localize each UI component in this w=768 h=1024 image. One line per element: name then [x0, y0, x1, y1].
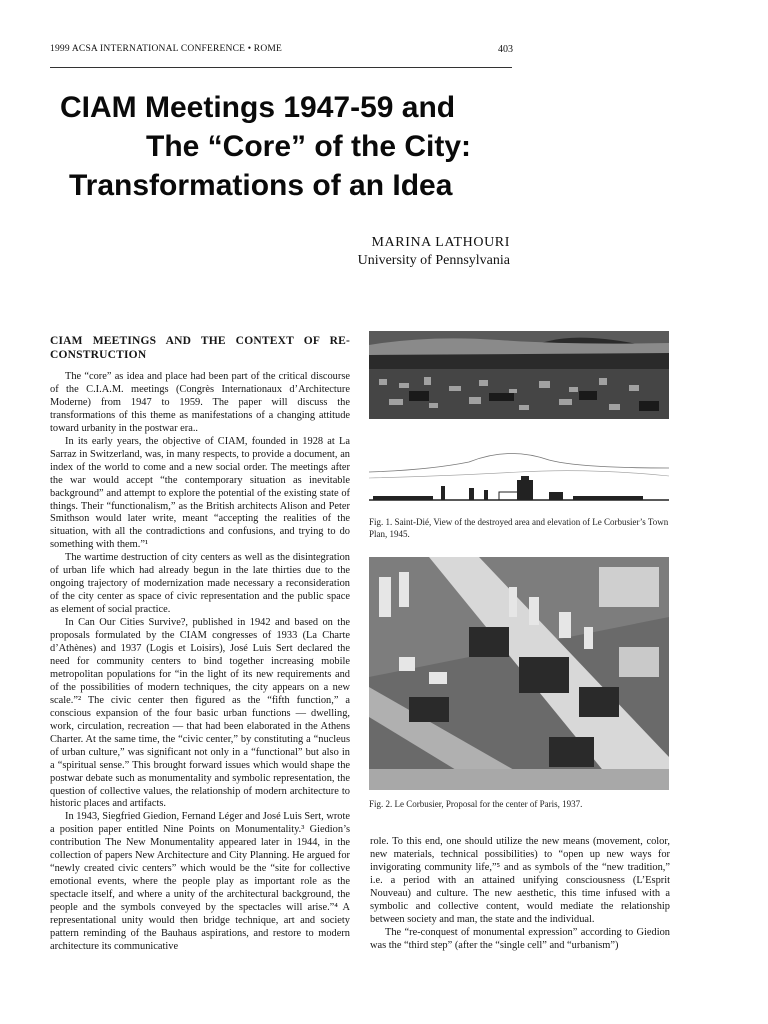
title-line-1: CIAM Meetings 1947-59 and [60, 91, 456, 124]
paris-proposal-aerial-image [369, 557, 669, 790]
paragraph: The “core” as idea and place had been part of the critical discourse of the C.I.A.M. meetings (Congrès Internationaux d’Architecture Moderne) from 1947 to 1959. The paper will discuss the transformations of this theme as manifestations of a changing attitude toward urbanity in the postwar era.. [50, 371, 350, 434]
author-name: MARINA LATHOURI [371, 235, 510, 250]
author-affiliation: University of Pennsylvania [357, 253, 510, 268]
paragraph: role. To this end, one should utilize the new means (movement, color, new materials, technical possibilities) to “open up new ways for invigorating community life,”⁵ and as symbols of the “new tradition,” i.e. a period with an attained unifying consciousness (L’Esprit Nouveau) and culture. The new aesthetic, this time infused with a symbolic and collective content, would mediate the relationship between society and man, the state and the individual. [370, 836, 670, 925]
page-number: 403 [498, 44, 513, 55]
paragraph: In its early years, the objective of CIAM, founded in 1928 at La Sarraz in Switzerland, was, in many respects, to provide a document, an index of the world to come and a new social order. The meetings after the war would accept “the contemporary situation as inevitable background” and attempt to explore the potential of the existing state of things. Their “functionalism,” as the British architects Alison and Peter Smithson would later write, meant “accepting the realities of the situation, with all the contradictions and confusions, and trying to do something with them.”¹ [50, 435, 350, 551]
town-plan-elevation-drawing [369, 432, 669, 510]
left-column [50, 334, 350, 954]
figure-1-caption: Fig. 1. Saint-Dié, View of the destroyed area and elevation of Le Corbusier’s Town Plan, 1945. [369, 517, 669, 539]
figure-2-photo [369, 557, 669, 790]
paragraph: The “re-conquest of monumental expression” according to Giedion was the “third step” (after the “single cell” and “urbanism”) [370, 926, 670, 951]
right-column [370, 836, 670, 953]
paragraph: In 1943, Siegfried Giedion, Fernand Léger and José Luis Sert, wrote a position paper entitled Nine Points on Monumentality.³ Giedion’s contribution The New Monumentality appeared later in 1944, in the collection of papers New Architecture and City Planning. He argued for “newly created civic centers” which would be the “site for collective emotional events, where the people play as important role as the spectacle itself, and where a unity of the architectural background, the people and the symbols conveyed by the spectacles will arise.”⁴ A representational unity would then bridge technique, art and society pattern reminding of the Bauhaus aspirations, and restore to modern architecture its communicative [50, 811, 350, 952]
figure-1-elevation [369, 432, 669, 510]
paragraph: In Can Our Cities Survive?, published in 1942 and based on the proposals formulated by the CIAM congresses of 1933 (La Charte d’Athènes) and 1937 (Logis et Loisirs), José Luis Sert declared the need for community centers to bind together increasing mobile metropolitan populations for “in the light of its new requirements and of the possibilities of modern techniques, the city appears on a new scale.”² The civic center then figured as the “fifth function,” a conscious expansion of the four basic urban functions — dwelling, work, circulation, recreation — that had been elaborated in the Athens Charter. At the same time, the “civic center,” by constituting a “nucleus of urban culture,” was significant not only in a “functional” but also in a “spiritual sense.” This brought forward issues which would shape the postwar debate such as monumentality and symbolic representation, the question of collective values, the relationship of modern architecture to historic places and artifacts. [50, 617, 350, 810]
author-block [358, 234, 510, 270]
title-line-3: Transformations of an Idea [69, 169, 453, 202]
saint-die-photo-image [369, 331, 669, 419]
section-heading: CIAM MEETINGS AND THE CONTEXT OF RE-CONSTRUCTION [50, 335, 350, 361]
figure-2-caption: Fig. 2. Le Corbusier, Proposal for the center of Paris, 1937. [369, 799, 583, 809]
paragraph: The wartime destruction of city centers as well as the disintegration of urban life which had already begun in the late thirties due to the ongoing trajectory of modernization made necessary a reconsideration of the city center as space of civic representation and the public space as element of social practice. [50, 552, 350, 616]
paper-title [60, 88, 520, 205]
header-rule [50, 67, 512, 68]
figure-1-photo [369, 331, 669, 419]
title-line-2: The “Core” of the City: [146, 130, 472, 163]
running-head: 1999 ACSA INTERNATIONAL CONFERENCE • ROME [50, 44, 283, 54]
